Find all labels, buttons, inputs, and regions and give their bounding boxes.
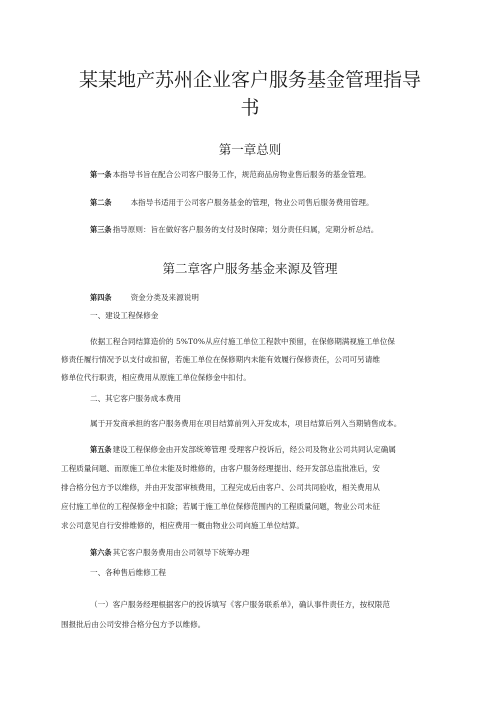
para-3-line-5: 求公司意见自行安排维修的，相应费用一概由物业公司向施工单位结算。 — [61, 521, 304, 530]
article-1-label: 第一条 — [90, 170, 112, 179]
para-1-line-1: 依据工程合同结算造价的 5%T0%从应付施工单位工程款中预留，在保修期满视施工单位保 — [90, 337, 395, 346]
chapter-2-heading: 第二章客户服务基金来源及管理 — [162, 261, 338, 276]
article-5 — [90, 444, 396, 456]
para-4-line-2: 围报批后由公司安排合格分包方予以维修。 — [61, 620, 206, 629]
para-3-line-2: 工程质量问题、而原施工单位未能及时维修的，由客户服务经理提出、经开发部总监批准后，安 — [61, 464, 380, 473]
item-1-heading: 一、建设工程保修金 — [90, 311, 159, 320]
article-2-label: 第二条 — [90, 198, 112, 207]
article-4-text: 资金分类及来源说明 — [130, 293, 199, 302]
para-2-line-1: 属于开发商承担的客户服务费用在项目结算前列入开发成本，项目结算后列入当期销售成本。 — [90, 419, 402, 428]
article-2 — [90, 197, 374, 209]
article-6 — [90, 547, 249, 559]
article-3 — [90, 224, 378, 236]
article-3-text: 指导原则：旨在做好客户服务的支付及时保障；划分责任归属，定期分析总结。 — [112, 225, 379, 234]
chapter-1-heading: 第一章总则 — [218, 142, 282, 157]
article-4-label: 第四条 — [90, 293, 112, 302]
title-line-1: 某某地产苏州企业客户服务基金管理指导 — [78, 69, 421, 91]
item-3-heading: 一、各种售后维修工程 — [90, 568, 166, 577]
item-2-heading: 二、其它客户服务成本费用 — [90, 394, 182, 403]
article-4 — [90, 292, 199, 304]
article-6-text: 其它客户服务费用由公司领导下统筹办理 — [112, 548, 250, 557]
para-3-line-4: 应付施工单位的工程保修金中扣除；若属于施工单位保修范围内的工程质量问题，物业公司未征 — [61, 502, 380, 511]
para-1-line-2: 修责任履行情况予以支付或扣留，若施工单位在保修期内未能有效履行保修责任，公司可另请维 — [61, 355, 380, 364]
article-1 — [90, 169, 371, 181]
para-3-line-3: 排合格分包方予以维修，并由开发部审核费用，工程完成后由客户、公司共同验收，相关费用从 — [61, 483, 380, 492]
article-5-label: 第五条 — [90, 445, 112, 454]
article-1-text: 本指导书旨在配合公司客户服务工作，规范商品房物业售后服务的基金管理。 — [112, 170, 371, 179]
para-4-line-1: （一）客户服务经理根据客户的投诉填写《客户服务联系单》，确认事件责任方，按权限范 — [90, 600, 390, 609]
article-2-text: 本指导书适用于公司客户服务基金的管理，物业公司售后服务费用管理。 — [130, 198, 374, 207]
para-1-line-3: 修单位代行职责，相应费用从原施工单位保修金中扣付。 — [61, 373, 251, 382]
para-3-line-1: 建设工程保修金由开发部统筹管理 受理客户投诉后，经公司及物业公司共同认定确属 — [112, 445, 396, 454]
article-6-label: 第六条 — [90, 548, 112, 557]
title-line-2: 书 — [240, 97, 260, 119]
article-3-label: 第三条 — [90, 225, 112, 234]
document-title — [60, 66, 440, 122]
